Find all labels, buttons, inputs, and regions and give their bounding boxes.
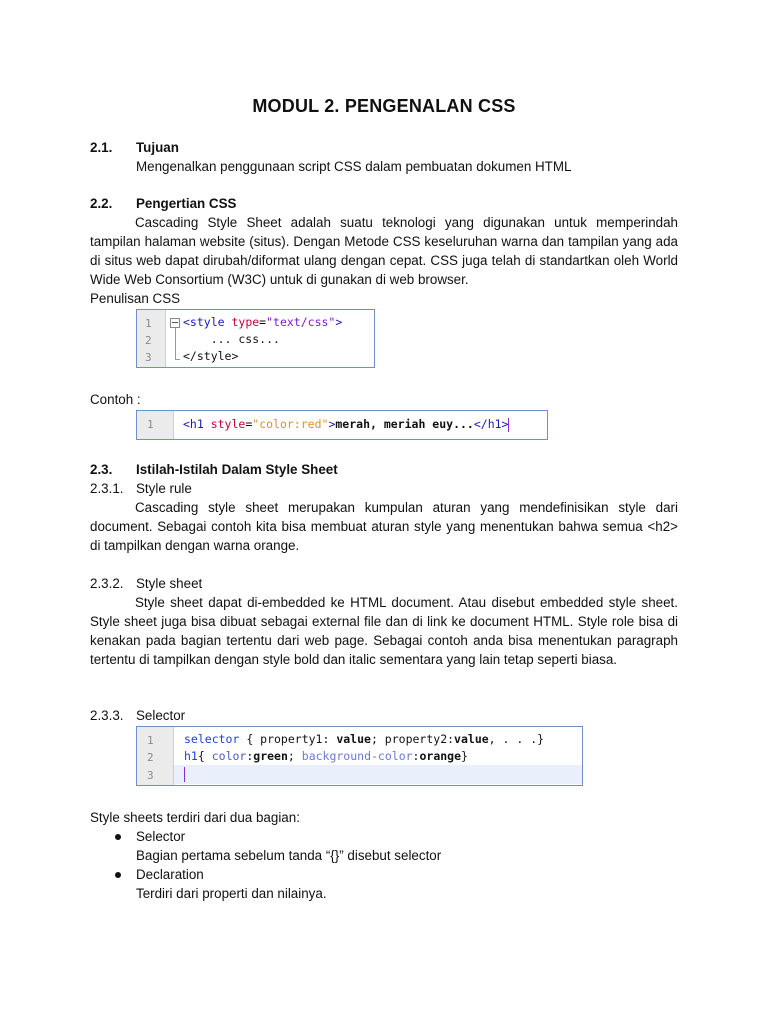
fold-icon[interactable]: [170, 318, 180, 328]
section-heading: Istilah-Istilah Dalam Style Sheet: [136, 462, 338, 477]
fold-guide: [175, 328, 176, 360]
contoh-label: Contoh :: [90, 392, 141, 407]
section-paragraph: Cascading Style Sheet adalah suatu teknologi yang digunakan untuk memperindah tampilan halaman website (situs). Dengan Metode CSS keseluruhan warna dan tampilan yang ada di situs web dapat dirubah/diformat ulang dengan cepat. CSS juga telah di standartkan oleh World Wide Web Consortium (W3C) untuk di gunakan di web browser.: [90, 215, 678, 287]
code-line: <style type="text/css">: [183, 315, 343, 329]
code-block-example: [136, 410, 548, 440]
line-number: 1: [145, 317, 152, 330]
section-heading: Pengertian CSS: [136, 196, 237, 211]
code-line: </style>: [183, 349, 239, 363]
code-line: <h1 style="color:red">merah, meriah euy...</h1>: [183, 417, 509, 431]
line-number: 3: [145, 351, 152, 364]
subsection-number: 2.3.1.: [90, 481, 124, 496]
subsection-number: 2.3.3.: [90, 708, 124, 723]
line-number: 2: [145, 334, 152, 347]
line-gutter: [137, 727, 174, 785]
code-block-style: [136, 309, 375, 368]
bullet-icon: [115, 834, 121, 840]
section-heading: Tujuan: [136, 140, 179, 155]
code-block-selector: [136, 726, 583, 786]
current-line-highlight: [174, 765, 582, 784]
subsection-heading: Selector: [136, 708, 186, 723]
list-item-label: Declaration: [136, 867, 204, 882]
penulisan-label: Penulisan CSS: [90, 291, 181, 306]
section-number: 2.2.: [90, 196, 113, 211]
line-number: 1: [147, 418, 154, 431]
list-item-label: Selector: [136, 829, 186, 844]
text-cursor: [508, 418, 509, 432]
list-item-desc: Bagian pertama sebelum tanda “{}” disebut selector: [136, 848, 442, 863]
line-number: 3: [147, 769, 154, 782]
subsection-number: 2.3.2.: [90, 576, 124, 591]
text-cursor: [184, 767, 185, 782]
line-gutter: [137, 411, 174, 439]
subsection-heading: Style sheet: [136, 576, 203, 591]
code-line: h1{ color:green; background-color:orange}: [184, 749, 468, 763]
line-number: 1: [147, 734, 154, 747]
section-number: 2.1.: [90, 140, 113, 155]
page-title: MODUL 2. PENGENALAN CSS: [252, 96, 516, 116]
list-item-desc: Terdiri dari properti dan nilainya.: [136, 886, 327, 901]
section-paragraph: Cascading style sheet merupakan kumpulan aturan yang mendefinisikan style dari document. Sebagai contoh kita bisa membuat aturan style yang menentukan bahwa semua <h2> di tampilkan dengan warna orange.: [90, 500, 678, 553]
subsection-heading: Style rule: [136, 481, 192, 496]
fold-guide-end: [175, 359, 180, 360]
section-number: 2.3.: [90, 462, 113, 477]
section-text: Mengenalkan penggunaan script CSS dalam pembuatan dokumen HTML: [136, 159, 572, 174]
line-number: 2: [147, 751, 154, 764]
bullet-icon: [115, 872, 121, 878]
code-line: selector { property1: value; property2:value, . . .}: [184, 732, 545, 746]
code-line: ... css...: [183, 332, 280, 346]
section-paragraph: Style sheet dapat di-embedded ke HTML document. Atau disebut embedded style sheet. Style sheet juga bisa dibuat sebagai external file dan di link ke document HTML. Style role bisa di kenakan pada bagian tertentu dari web page. Sebagai contoh anda bisa menentukan paragraph tertentu di tampilkan dengan style bold dan italic sementara yang lain tetap seperti biasa.: [90, 595, 678, 667]
parts-intro: Style sheets terdiri dari dua bagian:: [90, 810, 300, 825]
